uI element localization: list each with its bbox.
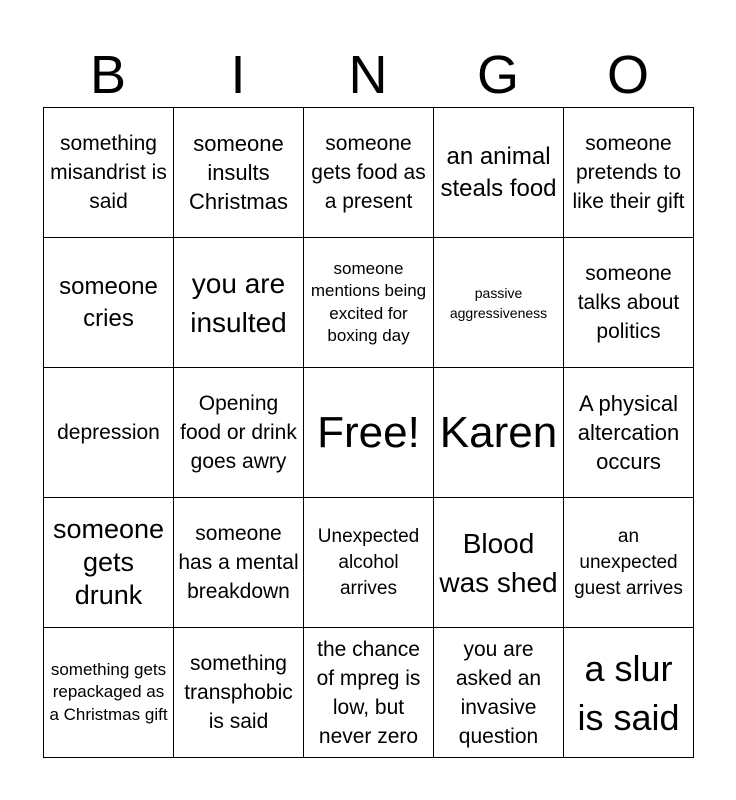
free-space-text: Free! [317,407,420,457]
bingo-cell[interactable] [564,628,694,758]
bingo-header [43,44,693,106]
bingo-cell[interactable] [564,238,694,368]
cell-text: something gets repackaged as a Christmas gift [49,659,168,724]
cell-text: someone insults Christmas [188,131,288,214]
cell-text: someone cries [59,272,158,332]
cell-text: something transphobic is said [184,652,293,733]
cell-text: an unexpected guest arrives [574,525,683,599]
header-letter-n: N [348,45,388,105]
cell-text: depression [57,421,160,444]
bingo-cell[interactable] [174,368,304,498]
cell-text: Karen [439,407,558,457]
bingo-cell[interactable] [434,498,564,628]
cell-text: someone pretends to like their gift [572,132,685,213]
bingo-cell[interactable] [434,628,564,758]
header-letter-b: B [89,45,127,105]
bingo-cell[interactable] [304,238,434,368]
cell-text: someone gets food as a present [311,132,426,213]
bingo-cell[interactable] [434,238,564,368]
cell-text: Opening food or drink goes awry [180,392,297,473]
bingo-cell[interactable] [44,368,174,498]
cell-text: the chance of mpreg is low, but never zero [316,637,421,748]
bingo-cell[interactable] [44,108,174,238]
bingo-cell-free[interactable] [304,368,434,498]
bingo-board [43,107,694,758]
header-letter-o: O [606,45,649,105]
cell-text: Unexpected alcohol arrives [317,525,420,599]
bingo-cell[interactable] [434,108,564,238]
bingo-cell[interactable] [304,108,434,238]
cell-text: Blood was shed [439,527,558,598]
cell-text: a slur is said [577,647,680,738]
cell-text: an animal steals food [440,142,557,202]
bingo-cell[interactable] [304,498,434,628]
cell-text: passive aggressiveness [449,284,548,321]
bingo-cell[interactable] [564,498,694,628]
header-letter-g: G [476,45,519,105]
cell-text: you are asked an invasive question [455,637,542,748]
cell-text: you are insulted [190,267,287,338]
bingo-cell[interactable] [434,368,564,498]
cell-text: something misandrist is said [50,132,167,213]
bingo-cell[interactable] [564,368,694,498]
bingo-cell[interactable] [44,628,174,758]
header-letter-i: I [230,45,246,105]
bingo-cell[interactable] [174,238,304,368]
bingo-cell[interactable] [44,238,174,368]
bingo-cell[interactable] [174,108,304,238]
cell-text: someone gets drunk [52,514,165,610]
cell-text: someone has a mental breakdown [178,522,299,603]
cell-text: someone talks about politics [577,262,680,343]
cell-text: A physical altercation occurs [577,391,680,474]
bingo-cell[interactable] [44,498,174,628]
bingo-cell[interactable] [174,628,304,758]
bingo-cell[interactable] [564,108,694,238]
cell-text: someone mentions being excited for boxing day [310,258,427,345]
bingo-cell[interactable] [174,498,304,628]
bingo-cell[interactable] [304,628,434,758]
